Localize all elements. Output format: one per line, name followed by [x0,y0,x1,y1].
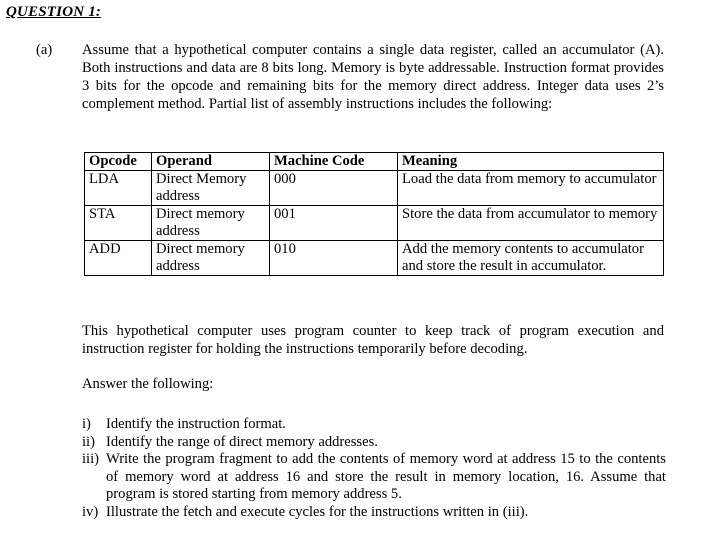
header-meaning: Meaning [398,153,664,171]
question-list [82,416,666,521]
answer-prompt: Answer the following: [82,376,214,392]
list-item [82,451,666,504]
cell-opcode: STA [85,206,152,241]
header-operand: Operand [152,153,270,171]
question-number: i) [82,416,91,432]
question-number: ii) [82,433,95,450]
table-row [85,206,664,241]
cell-opcode: ADD [85,241,152,276]
table-row [85,241,664,276]
instruction-table [84,152,664,276]
cell-operand: Direct memory address [152,241,270,276]
intro-paragraph: Assume that a hypothetical computer contains a single data register, called an accumulator (A). Both instructions and data are 8 bits long. Memory is byte addressable. Instruction format provides 3 bits for the opcode and remaining bits for the memory direct address. Integer data uses 2’s complement method. Partial list of assembly instructions includes the following: [82,42,664,112]
question-number: iv) [82,503,99,520]
list-item [82,434,666,452]
cell-machine-code: 000 [270,171,398,206]
cell-operand: Direct memory address [152,206,270,241]
cell-machine-code: 001 [270,206,398,241]
question-text: Write the program fragment to add the contents of memory word at address 15 to the contents of memory word at address 16 and store the result in memory location, 16. Assume that program is stored starting from memory address 5. [106,451,666,502]
table-header-row [85,153,664,171]
question-title: QUESTION 1: [6,4,102,20]
question-text: Identify the instruction format. [106,416,286,432]
question-text: Illustrate the fetch and execute cycles for the instructions written in (iii). [106,503,529,520]
header-opcode: Opcode [85,153,152,171]
question-number: iii) [82,451,100,467]
list-item [82,504,666,522]
part-label: (a) [36,42,53,58]
cell-opcode: LDA [85,171,152,206]
header-machine-code: Machine Code [270,153,398,171]
cell-meaning: Load the data from memory to accumulator [398,171,664,206]
cell-meaning: Add the memory contents to accumulator and store the result in accumulator. [398,241,664,276]
cell-meaning: Store the data from accumulator to memory [398,206,664,241]
cell-operand: Direct Memory address [152,171,270,206]
context-paragraph: This hypothetical computer uses program counter to keep track of program execution and instruction register for holding the instructions temporarily before decoding. [82,323,664,357]
table-row [85,171,664,206]
question-text: Identify the range of direct memory addresses. [106,433,378,450]
cell-machine-code: 010 [270,241,398,276]
list-item [82,416,666,434]
